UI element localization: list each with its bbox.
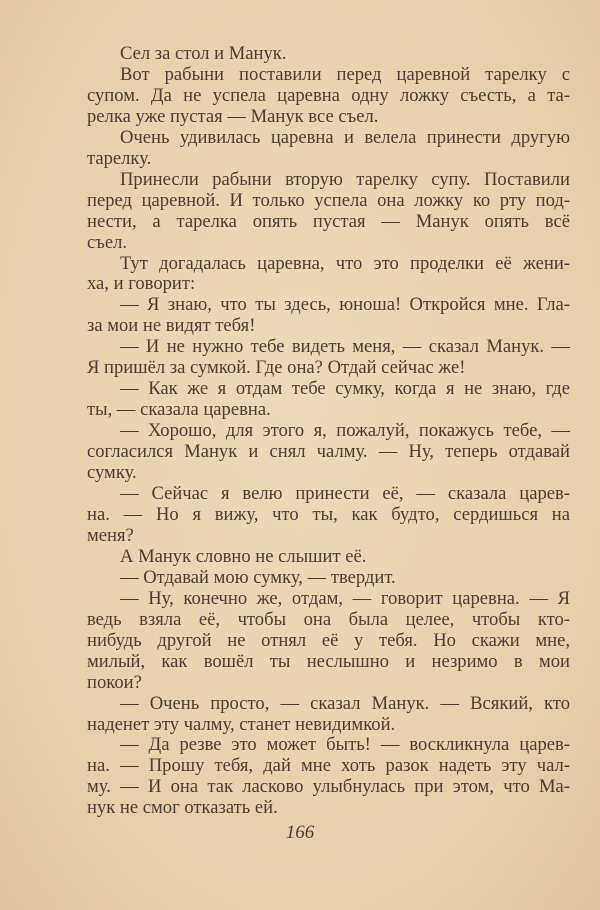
text-line: на. — Но я вижу, что ты, как будто, сердишься на — [87, 503, 570, 525]
text-line: нести, а тарелка опять пустая — Манук опять всё — [87, 210, 570, 232]
text-line: — Очень просто, — сказал Манук. — Всякий, кто — [120, 692, 570, 714]
text-line: покои? — [87, 671, 142, 693]
text-line: ты, — сказала царевна. — [87, 399, 271, 421]
text-line: наденет эту чалму, станет невидимкой. — [87, 713, 396, 735]
text-line: милый, как вошёл ты неслышно и незримо в мои — [87, 650, 570, 672]
text-line: му. — И она так ласково улыбнулась при этом, что Ма- — [87, 776, 570, 798]
page-number: 166 — [285, 822, 315, 843]
text-line: ха, и говорит: — [87, 273, 196, 295]
text-line: — Как же я отдам тебе сумку, когда я не знаю, где — [120, 378, 570, 400]
text-line: тарелку. — [87, 147, 152, 169]
text-line: съел. — [87, 231, 128, 253]
text-line: согласился Манук и снял чалму. — Ну, теперь отдавай — [87, 441, 570, 463]
text-line: за мои не видят тебя! — [87, 315, 256, 337]
text-line: супом. Да не успела царевна одну ложку съесть, а та- — [87, 84, 570, 106]
text-line: Вот рабыни поставили перед царевной тарелку с — [120, 63, 570, 85]
text-line: — Ну, конечно же, отдам, — говорит царевна. — Я — [120, 587, 570, 609]
text-line: — Сейчас я велю принести её, — сказала царев- — [120, 483, 570, 505]
text-line: — И не нужно тебе видеть меня, — сказал Манук. — — [120, 336, 570, 358]
text-line: Очень удивилась царевна и велела принести другую — [120, 126, 570, 148]
text-line: релка уже пустая — Манук все съел. — [87, 105, 379, 127]
text-line: Я пришёл за сумкой. Где она? Отдай сейчас же! — [87, 357, 466, 379]
text-line: сумку. — [87, 462, 137, 484]
text-line: перед царевной. И только успела она ложку ко рту под- — [87, 189, 570, 211]
text-line: Сел за стол и Манук. — [120, 43, 287, 64]
text-line: — Да резве это может быть! — воскликнула царев- — [120, 734, 570, 756]
text-line: — Отдавай мою сумку, — твердит. — [120, 566, 396, 588]
text-line: меня? — [87, 524, 134, 546]
text-line: — Я знаю, что ты здесь, юноша! Откройся мне. Гла- — [120, 294, 570, 316]
text-line: Принесли рабыни вторую тарелку супу. Поставили — [120, 168, 570, 190]
text-line: нук не смог отказать ей. — [87, 797, 278, 819]
text-line: ведь взяла её, чтобы она была целее, чтобы кто- — [87, 608, 570, 630]
text-line: А Манук словно не слышит её. — [120, 545, 367, 567]
page-body-text — [87, 44, 570, 819]
text-line: на. — Прошу тебя, дай мне хоть разок надеть эту чал- — [87, 755, 570, 777]
text-line: Тут догадалась царевна, что это проделки её жени- — [120, 252, 570, 274]
text-line: — Хорошо, для этого я, пожалуй, покажусь тебе, — — [120, 420, 570, 442]
text-line: нибудь другой не отнял её у тебя. Но скажи мне, — [87, 629, 570, 651]
